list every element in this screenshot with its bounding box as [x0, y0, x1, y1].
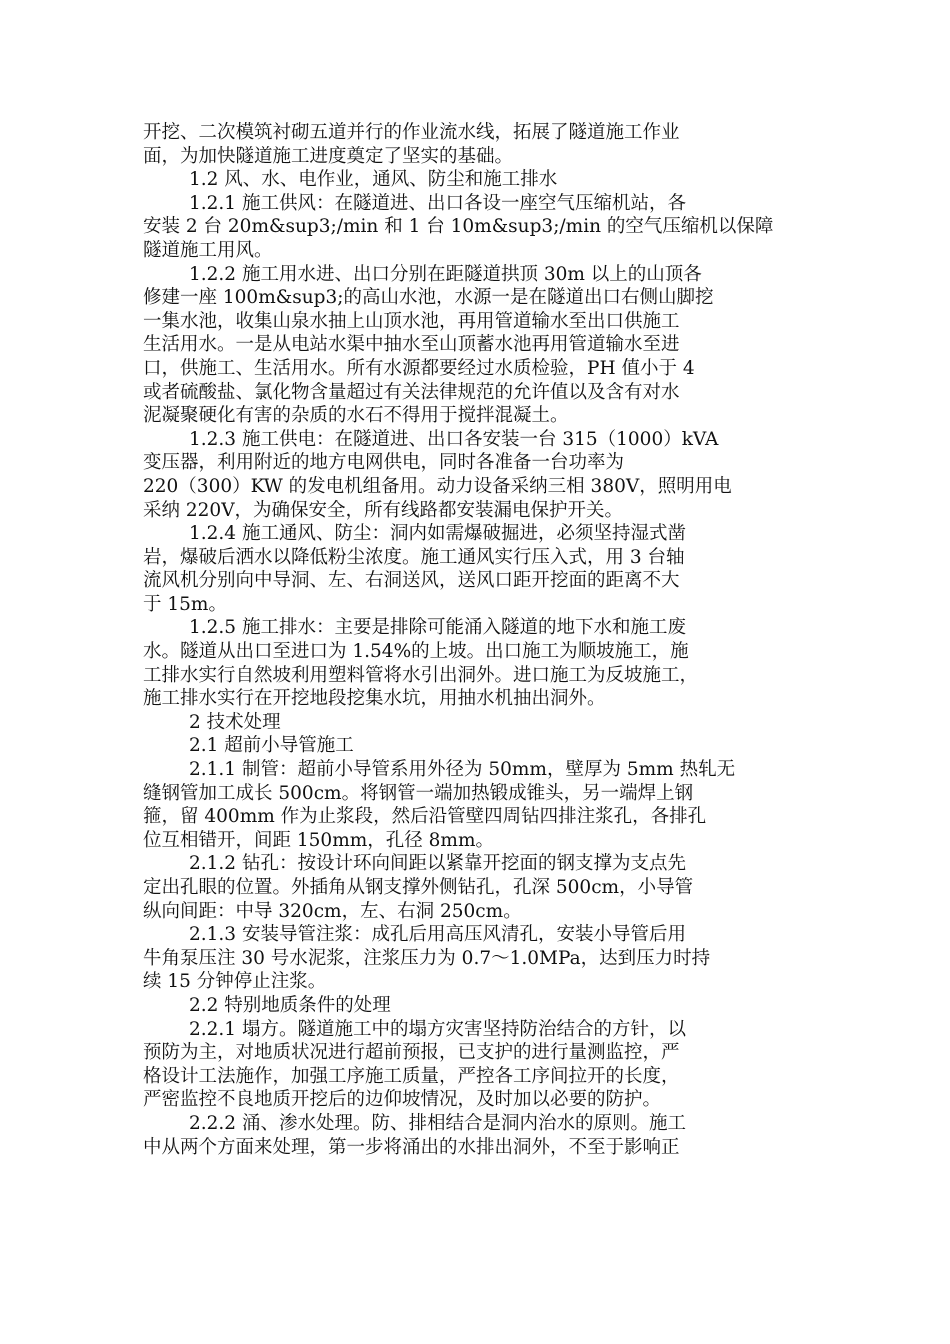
text-line: 1.2.3 施工供电：在隧道进、出口各安装一台 315（1000）kVA	[189, 428, 719, 450]
text-line: 预防为主，对地质状况进行超前预报，已支护的进行量测监控，严	[143, 1042, 680, 1064]
text-line: 定出孔眼的位置。外插角从钢支撑外侧钻孔，孔深 500cm，小导管	[143, 877, 694, 898]
text-line: 变压器，利用附近的地方电网供电，同时各准备一台功率为	[143, 452, 625, 474]
text-line: 施工排水实行在开挖地段挖集水坑，用抽水机抽出洞外。	[143, 688, 606, 710]
text-line: 续 15 分钟停止注浆。	[143, 971, 327, 993]
text-line: 或者硫酸盐、氯化物含量超过有关法律规范的允许值以及含有对水	[143, 381, 680, 403]
text-line: 1.2 风、水、电作业，通风、防尘和施工排水	[189, 169, 558, 191]
text-line: 水。隧道从出口至进口为 1.54%的上坡。出口施工为顺坡施工，施	[143, 641, 689, 663]
text-line: 2.1 超前小导管施工	[189, 735, 354, 757]
text-line: 口，供施工、生活用水。所有水源都要经过水质检验，PH 值小于 4	[143, 357, 695, 379]
text-line: 流风机分别向中导洞、左、右洞送风，送风口距开挖面的距离不大	[143, 570, 680, 592]
text-line: 2 技术处理	[189, 711, 281, 733]
text-line: 220（300）KW 的发电机组备用。动力设备采纳三相 380V，照明用电	[143, 475, 732, 497]
text-line: 开挖、二次模筑衬砌五道并行的作业流水线，拓展了隧道施工作业	[143, 122, 680, 143]
text-line: 2.1.3 安装导管注浆：成孔后用高压风清孔，安装小导管后用	[189, 924, 686, 946]
text-line: 于 15m。	[143, 593, 227, 615]
text-line: 箍，留 400mm 作为止浆段，然后沿管壁四周钻四排注浆孔，各排孔	[143, 806, 707, 828]
text-line: 纵向间距：中导 320cm，左、右洞 250cm。	[143, 900, 522, 922]
text-line: 1.2.4 施工通风、防尘：洞内如需爆破掘进，必须坚持湿式凿	[189, 523, 686, 545]
text-line: 严密监控不良地质开挖后的边仰坡情况，及时加以必要的防护。	[143, 1089, 662, 1111]
text-line: 工排水实行自然坡利用塑料管将水引出洞外。进口施工为反坡施工，	[143, 664, 699, 686]
text-line: 2.1.1 制管：超前小导管系用外径为 50mm，壁厚为 5mm 热轧无	[189, 759, 736, 781]
text-line: 1.2.5 施工排水：主要是排除可能涌入隧道的地下水和施工废	[189, 617, 686, 639]
text-line: 2.2.2 涌、渗水处理。防、排相结合是洞内治水的原则。施工	[189, 1112, 686, 1134]
text-line: 格设计工法施作，加强工序施工质量，严控各工序间拉开的长度，	[143, 1065, 680, 1087]
text-line: 采纳 220V，为确保安全，所有线路都安装漏电保护开关。	[143, 499, 624, 521]
text-line: 缝钢管加工成长 500cm。将钢管一端加热锻成锥头，另一端焊上钢	[143, 782, 694, 804]
text-line: 生活用水。一是从电站水渠中抽水至山顶蓄水池再用管道输水至进	[143, 334, 680, 356]
text-line: 一集水池，收集山泉水抽上山顶水池，再用管道输水至出口供施工	[143, 310, 680, 332]
text-line: 泥凝聚硬化有害的杂质的水石不得用于搅拌混凝土。	[143, 405, 569, 427]
text-line: 安装 2 台 20m&sup3;/min 和 1 台 10m&sup3;/min 的空气压缩机以保障	[143, 216, 774, 238]
text-line: 1.2.1 施工供风：在隧道进、出口各设一座空气压缩机站，各	[189, 192, 686, 214]
text-line: 中从两个方面来处理，第一步将涌出的水排出洞外，不至于影响正	[143, 1136, 680, 1158]
text-line: 位互相错开，间距 150mm，孔径 8mm。	[143, 829, 495, 851]
text-line: 隧道施工用风。	[143, 239, 273, 261]
text-line: 1.2.2 施工用水进、出口分别在距隧道拱顶 30m 以上的山顶各	[189, 263, 702, 285]
text-line: 修建一座 100m&sup3;的高山水池，水源一是在隧道出口右侧山脚挖	[143, 287, 714, 309]
text-line: 牛角泵压注 30 号水泥浆，注浆压力为 0.7～1.0MPa，达到压力时持	[143, 947, 711, 969]
text-line: 面，为加快隧道施工进度奠定了坚实的基础。	[143, 145, 514, 167]
text-line: 2.1.2 钻孔：按设计环向间距以紧靠开挖面的钢支撑为支点先	[189, 853, 686, 875]
text-line: 岩，爆破后洒水以降低粉尘浓度。施工通风实行压入式，用 3 台轴	[143, 546, 685, 568]
text-line: 2.2 特别地质条件的处理	[189, 994, 391, 1016]
document-body	[143, 121, 805, 1159]
text-line: 2.2.1 塌方。隧道施工中的塌方灾害坚持防治结合的方针，以	[189, 1018, 686, 1040]
